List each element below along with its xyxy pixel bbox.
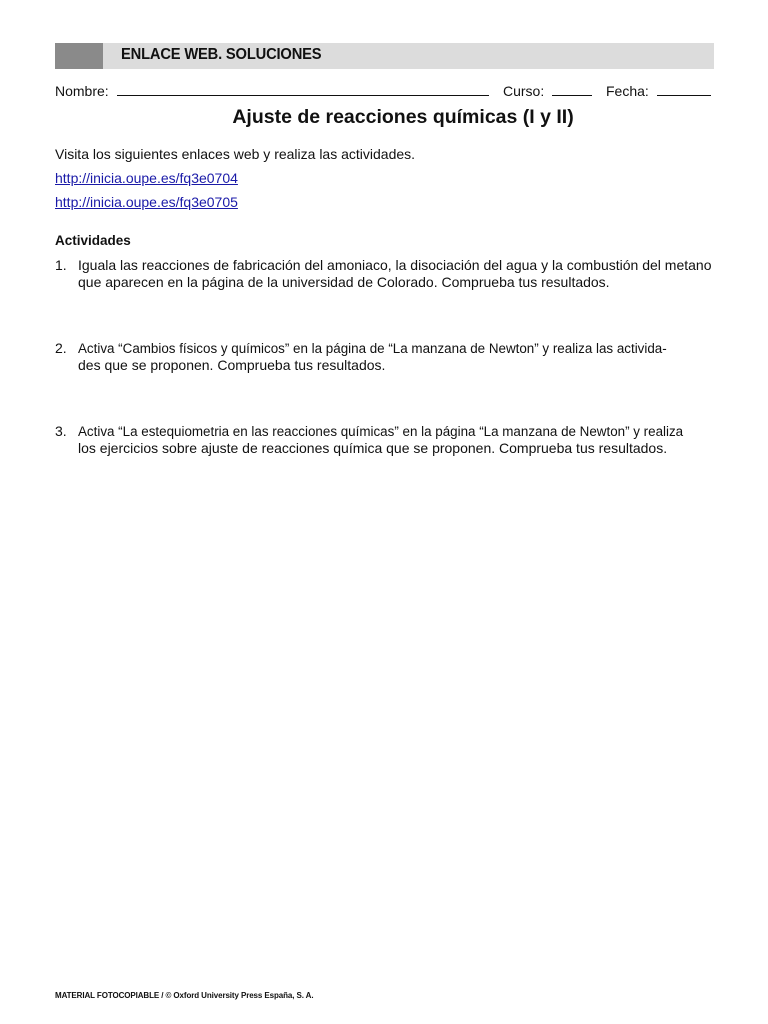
activity-line: des que se proponen. Comprueba tus resultados. [78, 357, 386, 373]
course-label: Curso: [503, 83, 545, 99]
header-accent-block [55, 43, 103, 69]
activities-heading: Actividades [55, 233, 131, 248]
activity-number: 3. [55, 423, 67, 439]
name-field [55, 83, 489, 99]
activity-line: Iguala las reacciones de fabricación del amoniaco, la disociación del agua y la combustión del metano [78, 257, 712, 273]
header-title: ENLACE WEB. SOLUCIONES [121, 46, 322, 63]
activity-text [78, 340, 723, 374]
header-bar [55, 43, 714, 69]
date-label: Fecha: [606, 83, 649, 99]
course-blank-line [552, 83, 592, 96]
intro-text: Visita los siguientes enlaces web y realiza las actividades. [55, 146, 416, 162]
activity-text [78, 423, 723, 457]
activity-line: que aparecen en la página de la universidad de Colorado. Comprueba tus resultados. [78, 274, 610, 290]
activity-line: Activa “La estequiometria en las reacciones químicas” en la página “La manzana de Newton” y realiza [78, 424, 684, 439]
activity-line: los ejercicios sobre ajuste de reacciones química que se proponen. Comprueba tus resultados. [78, 440, 668, 456]
activity-number: 1. [55, 257, 67, 273]
activity-line: Activa “Cambios físicos y químicos” en la página de “La manzana de Newton” y realiza las activida- [78, 341, 667, 356]
name-label: Nombre: [55, 83, 109, 99]
course-field [503, 83, 592, 99]
name-blank-line [117, 83, 489, 96]
activity-text [78, 257, 723, 291]
footer-copyright: MATERIAL FOTOCOPIABLE / © Oxford University Press España, S. A. [55, 991, 314, 1000]
date-field [606, 83, 711, 99]
page-title: Ajuste de reacciones químicas (I y II) [232, 106, 574, 128]
web-link-2[interactable]: http://inicia.oupe.es/fq3e0705 [55, 194, 238, 210]
date-blank-line [657, 83, 711, 96]
activity-number: 2. [55, 340, 67, 356]
web-link-1[interactable]: http://inicia.oupe.es/fq3e0704 [55, 170, 238, 186]
